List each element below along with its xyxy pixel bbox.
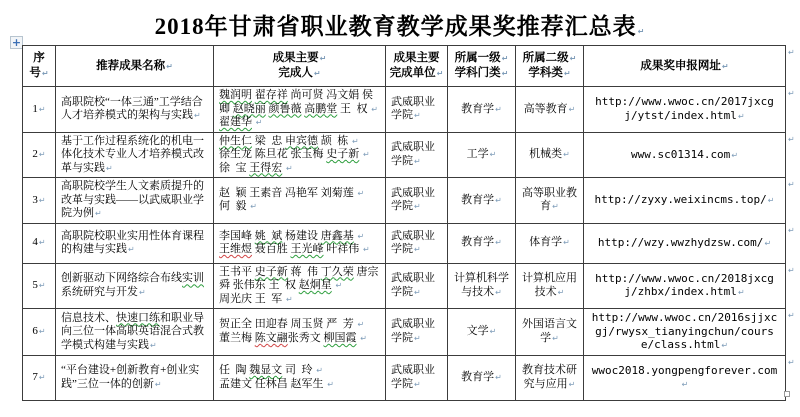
paragraph-mark: ↵ bbox=[731, 150, 739, 160]
cell-num: 5↵ bbox=[23, 263, 56, 309]
cell-category2: 高等职业教育↵ bbox=[516, 178, 584, 224]
spellcheck-underline: 史子新 bbox=[254, 265, 288, 278]
cell-num: 1↵ bbox=[23, 87, 56, 133]
cell-category1: 教育学↵ bbox=[448, 87, 516, 133]
paragraph-mark: ↵ bbox=[681, 380, 689, 389]
paragraph-mark: ↵ bbox=[414, 202, 421, 212]
column-header-unit: 成果主要 完成单位↵ bbox=[386, 46, 448, 87]
cell-num: 4↵ bbox=[23, 223, 56, 263]
cell-category1: 教育学↵ bbox=[448, 223, 516, 263]
cell-name: 高职院校职业实用性体育课程的构建与实践↵ bbox=[56, 223, 214, 263]
cell-url: wwoc2018.yongpengforever.com↵ bbox=[584, 355, 786, 400]
paragraph-mark: ↵ bbox=[95, 209, 102, 218]
row-end-mark: ↵ bbox=[788, 266, 795, 275]
paragraph-mark: ↵ bbox=[501, 69, 509, 78]
paragraph-mark: ↵ bbox=[495, 104, 502, 114]
paragraph-mark: ↵ bbox=[414, 287, 421, 297]
spellcheck-underline: 翟存祥 bbox=[254, 89, 288, 101]
title-text: 2018年甘肃省职业教育教学成果奖推荐汇总表 bbox=[154, 14, 637, 39]
spellcheck-underline: 柳国霞 bbox=[323, 331, 357, 344]
cell-unit: 武威职业学院↵ bbox=[386, 309, 448, 356]
spellcheck-underline: 赵炯星 bbox=[298, 279, 332, 291]
paragraph-mark: ↵ bbox=[557, 287, 565, 297]
paragraph-mark: ↵ bbox=[255, 118, 263, 127]
cell-name: “平台建设+创新教育+创业实践”三位一体的创新↵ bbox=[56, 355, 214, 400]
cell-num: 3↵ bbox=[23, 178, 56, 224]
paragraph-mark: ↵ bbox=[767, 196, 775, 205]
paragraph-mark: ↵ bbox=[495, 238, 502, 248]
paragraph-mark: ↵ bbox=[489, 327, 497, 336]
spellcheck-underline: 唐鑫基 bbox=[320, 229, 354, 242]
paragraph-mark: ↵ bbox=[154, 379, 162, 389]
paragraph-mark: ↵ bbox=[489, 150, 497, 159]
table-resize-handle[interactable] bbox=[784, 391, 790, 397]
paragraph-mark: ↵ bbox=[335, 281, 343, 290]
paragraph-mark: ↵ bbox=[363, 150, 370, 159]
paragraph-mark: ↵ bbox=[495, 372, 502, 382]
paragraph-mark: ↵ bbox=[563, 69, 571, 78]
paragraph-mark: ↵ bbox=[38, 327, 46, 336]
paragraph-mark: ↵ bbox=[106, 163, 113, 173]
paragraph-mark: ↵ bbox=[357, 231, 365, 241]
spellcheck-underline: 申宾德 bbox=[285, 134, 318, 147]
cell-category1: 教育学↵ bbox=[448, 355, 516, 400]
cell-num: 6↵ bbox=[23, 309, 56, 356]
paragraph-mark: ↵ bbox=[414, 333, 421, 343]
cell-url: http://wzy.wwzhydzsw.com/↵ bbox=[584, 223, 786, 263]
cell-completers: 李国峰 姚 斌 杨建设 唐鑫基 ↵ 王维煜 聂百胜 王光峰 叶祥伟 ↵ bbox=[214, 223, 386, 263]
spellcheck-underline: 王维煜 bbox=[219, 243, 252, 255]
paragraph-mark: ↵ bbox=[194, 111, 201, 121]
paragraph-mark: ↵ bbox=[414, 156, 421, 166]
paragraph-mark: ↵ bbox=[319, 54, 327, 63]
paragraph-mark: ↵ bbox=[286, 163, 293, 173]
paragraph-mark: ↵ bbox=[360, 333, 367, 343]
paragraph-mark: ↵ bbox=[38, 150, 46, 159]
column-header-completers: 成果主要↵ 完成人↵ bbox=[214, 46, 386, 87]
paragraph-mark: ↵ bbox=[357, 320, 365, 330]
spellcheck-underline: 史子新 bbox=[326, 148, 360, 160]
table-header bbox=[23, 46, 786, 87]
spellcheck-underline: 翟建华 bbox=[219, 116, 252, 128]
paragraph-mark: ↵ bbox=[568, 104, 576, 114]
paragraph-mark: ↵ bbox=[363, 245, 370, 254]
spellcheck-underline: 赵晓丽 bbox=[232, 102, 266, 115]
column-header-name: 推荐成果名称↵ bbox=[56, 46, 214, 87]
spellcheck-underline: 姚 斌 bbox=[254, 229, 283, 242]
summary-table bbox=[22, 45, 786, 401]
paragraph-mark: ↵ bbox=[563, 238, 570, 248]
cell-category2: 教育技术研究与应用↵ bbox=[516, 355, 584, 400]
spellcheck-underline: 颜鲁薇 bbox=[268, 102, 302, 115]
cell-name: 基于工作过程系统化的机电一体化技术专业人才培养模式改革与实践↵ bbox=[56, 132, 214, 178]
paragraph-mark: ↵ bbox=[38, 195, 46, 205]
paragraph-mark: ↵ bbox=[286, 294, 293, 304]
row-end-mark: ↵ bbox=[788, 358, 795, 367]
column-header-num: 序 号↵ bbox=[23, 46, 56, 87]
cell-name: 高职院校“一体三通”工学结合人才培养模式的架构与实践↵ bbox=[56, 87, 214, 133]
cell-category2: 外国语言文学↵ bbox=[516, 309, 584, 356]
paragraph-mark: ↵ bbox=[414, 111, 421, 121]
row-end-mark: ↵ bbox=[788, 311, 795, 320]
paragraph-mark: ↵ bbox=[357, 188, 365, 198]
table-row bbox=[23, 309, 786, 356]
paragraph-mark: ↵ bbox=[721, 61, 729, 71]
cell-category1: 计算机科学与技术↵ bbox=[448, 263, 516, 309]
spellcheck-underline: 王光峰 bbox=[290, 243, 324, 255]
spellcheck-underline: 魏润明 bbox=[219, 89, 252, 101]
cell-unit: 武威职业学院↵ bbox=[386, 263, 448, 309]
page-title bbox=[0, 8, 800, 41]
cell-name: 信息技术、快速口练和职业导向三位一体高职英语混合式教学模式构建与实践↵ bbox=[56, 309, 214, 356]
table-row bbox=[23, 355, 786, 400]
cell-unit: 武威职业学院↵ bbox=[386, 87, 448, 133]
paragraph-mark: ↵ bbox=[371, 104, 378, 114]
paragraph-mark: ↵ bbox=[150, 340, 157, 350]
cell-unit: 武威职业学院↵ bbox=[386, 355, 448, 400]
spellcheck-underline: 快速口练 bbox=[116, 311, 160, 324]
cell-completers: 魏润明 翟存祥 尚可贤 冯文娟 侯卿 赵晓丽 颜鲁薇 高鹏堂 王 权 ↵ 翟建华 ↵ bbox=[214, 87, 386, 133]
column-header-category1: 所属一级↵ 学科门类↵ bbox=[448, 46, 516, 87]
paragraph-mark: ↵ bbox=[764, 238, 772, 248]
cell-unit: 武威职业学院↵ bbox=[386, 132, 448, 178]
cell-name: 创新驱动下网络综合布线实训系统研究与开发↵ bbox=[56, 263, 214, 309]
paragraph-mark: ↵ bbox=[313, 69, 321, 78]
table-row bbox=[23, 263, 786, 309]
row-end-mark: ↵ bbox=[788, 180, 795, 189]
paragraph-mark: ↵ bbox=[327, 379, 334, 389]
spellcheck-underline: 丁久荣 bbox=[320, 265, 354, 278]
cell-unit: 武威职业学院↵ bbox=[386, 178, 448, 224]
row-end-mark: ↵ bbox=[788, 48, 795, 57]
cell-num: 2↵ bbox=[23, 132, 56, 178]
paragraph-mark: ↵ bbox=[501, 54, 509, 63]
column-header-category2: 所属二级↵ 学科类↵ bbox=[516, 46, 584, 87]
cell-category1: 教育学↵ bbox=[448, 178, 516, 224]
cell-url: http://www.wwoc.cn/2018jxcgj/zhbx/index.html↵ bbox=[584, 263, 786, 309]
cell-url: www.sc01314.com↵ bbox=[584, 132, 786, 178]
paragraph-mark: ↵ bbox=[569, 54, 577, 63]
row-end-mark: ↵ bbox=[788, 89, 795, 98]
paragraph-mark: ↵ bbox=[737, 288, 745, 298]
spellcheck-underline: 实训 bbox=[182, 272, 204, 285]
cell-completers: 赵 颖 王素音 冯艳军 刘菊莲 ↵ 何 毅 ↵ bbox=[214, 178, 386, 224]
paragraph-mark: ↵ bbox=[552, 202, 559, 212]
table-row bbox=[23, 132, 786, 178]
cell-category2: 计算机应用技术↵ bbox=[516, 263, 584, 309]
paragraph-mark: ↵ bbox=[316, 366, 323, 375]
paragraph-mark: ↵ bbox=[41, 69, 49, 78]
table-row bbox=[23, 223, 786, 263]
paragraph-mark: ↵ bbox=[38, 281, 46, 290]
paragraph-mark: ↵ bbox=[721, 341, 729, 350]
cell-category2: 高等教育↵ bbox=[516, 87, 584, 133]
paragraph-mark: ↵ bbox=[495, 195, 502, 205]
spellcheck-underline: 王得宏 bbox=[249, 161, 283, 174]
spellcheck-underline: 高鹏堂 bbox=[304, 102, 338, 115]
table-row bbox=[23, 87, 786, 133]
paragraph-mark: ↵ bbox=[38, 104, 46, 114]
paragraph-mark: ↵ bbox=[38, 238, 46, 248]
paragraph-mark: ↵ bbox=[563, 150, 570, 159]
paragraph-mark: ↵ bbox=[436, 69, 444, 78]
cell-unit: 武威职业学院↵ bbox=[386, 223, 448, 263]
row-end-mark: ↵ bbox=[788, 135, 795, 144]
column-header-url: 成果奖申报网址↵ bbox=[584, 46, 786, 87]
paragraph-mark: ↵ bbox=[552, 333, 559, 343]
row-end-mark: ↵ bbox=[788, 226, 795, 235]
cell-category1: 文学↵ bbox=[448, 309, 516, 356]
paragraph-mark: ↵ bbox=[139, 287, 146, 297]
cell-num: 7↵ bbox=[23, 355, 56, 400]
paragraph-mark: ↵ bbox=[737, 111, 745, 121]
spellcheck-underline: 仲生仁 bbox=[219, 134, 252, 147]
header-row bbox=[23, 46, 786, 87]
paragraph-mark: ↵ bbox=[495, 287, 502, 297]
cell-url: http://zyxy.weixincms.top/↵ bbox=[584, 178, 786, 224]
paragraph-mark: ↵ bbox=[166, 61, 173, 71]
cell-completers: 贺正全 田迎春 周玉贤 严 芳 ↵ 董兰梅 陈文翮张秀文 柳国霞 ↵ bbox=[214, 309, 386, 356]
cell-category2: 机械类↵ bbox=[516, 132, 584, 178]
paragraph-mark: ↵ bbox=[637, 27, 646, 36]
spellcheck-underline: 陈文翮 bbox=[254, 331, 288, 344]
paragraph-mark: ↵ bbox=[414, 379, 421, 389]
paragraph-mark: ↵ bbox=[414, 245, 421, 254]
cell-completers: 王书平 史子新 蒋 伟 丁久荣 唐宗舜 张伟东 王 权 赵炯星 ↵ 周光庆 王 军 ↵ bbox=[214, 263, 386, 309]
table-body bbox=[23, 87, 786, 401]
paragraph-mark: ↵ bbox=[128, 245, 135, 254]
cell-completers: 任 陶 魏显文 司 玲 ↵ 孟建文 任林昌 赵军生 ↵ bbox=[214, 355, 386, 400]
cell-category1: 工学↵ bbox=[448, 132, 516, 178]
paragraph-mark: ↵ bbox=[38, 372, 46, 382]
cell-completers: 仲生仁 梁 忠 申宾德 颉 栋 ↵ 徐生龙 陈旦花 张玉梅 史子新 ↵ 徐 宝 王得宏 ↵ bbox=[214, 132, 386, 178]
cell-url: http://www.wwoc.cn/2016sjjxcgj/rwysx_tianyingchun/course/class.html↵ bbox=[584, 309, 786, 356]
paragraph-mark: ↵ bbox=[250, 202, 257, 212]
paragraph-mark: ↵ bbox=[352, 136, 359, 146]
cell-category2: 体育学↵ bbox=[516, 223, 584, 263]
spellcheck-underline: 魏显文 bbox=[249, 364, 283, 376]
table-row bbox=[23, 178, 786, 224]
paragraph-mark: ↵ bbox=[568, 379, 576, 389]
move-icon: + bbox=[11, 35, 22, 49]
cell-name: 高职院校学生人文素质提升的改革与实践——以武威职业学院为例↵ bbox=[56, 178, 214, 224]
cell-url: http://www.wwoc.cn/2017jxcgj/ytst/index.html↵ bbox=[584, 87, 786, 133]
